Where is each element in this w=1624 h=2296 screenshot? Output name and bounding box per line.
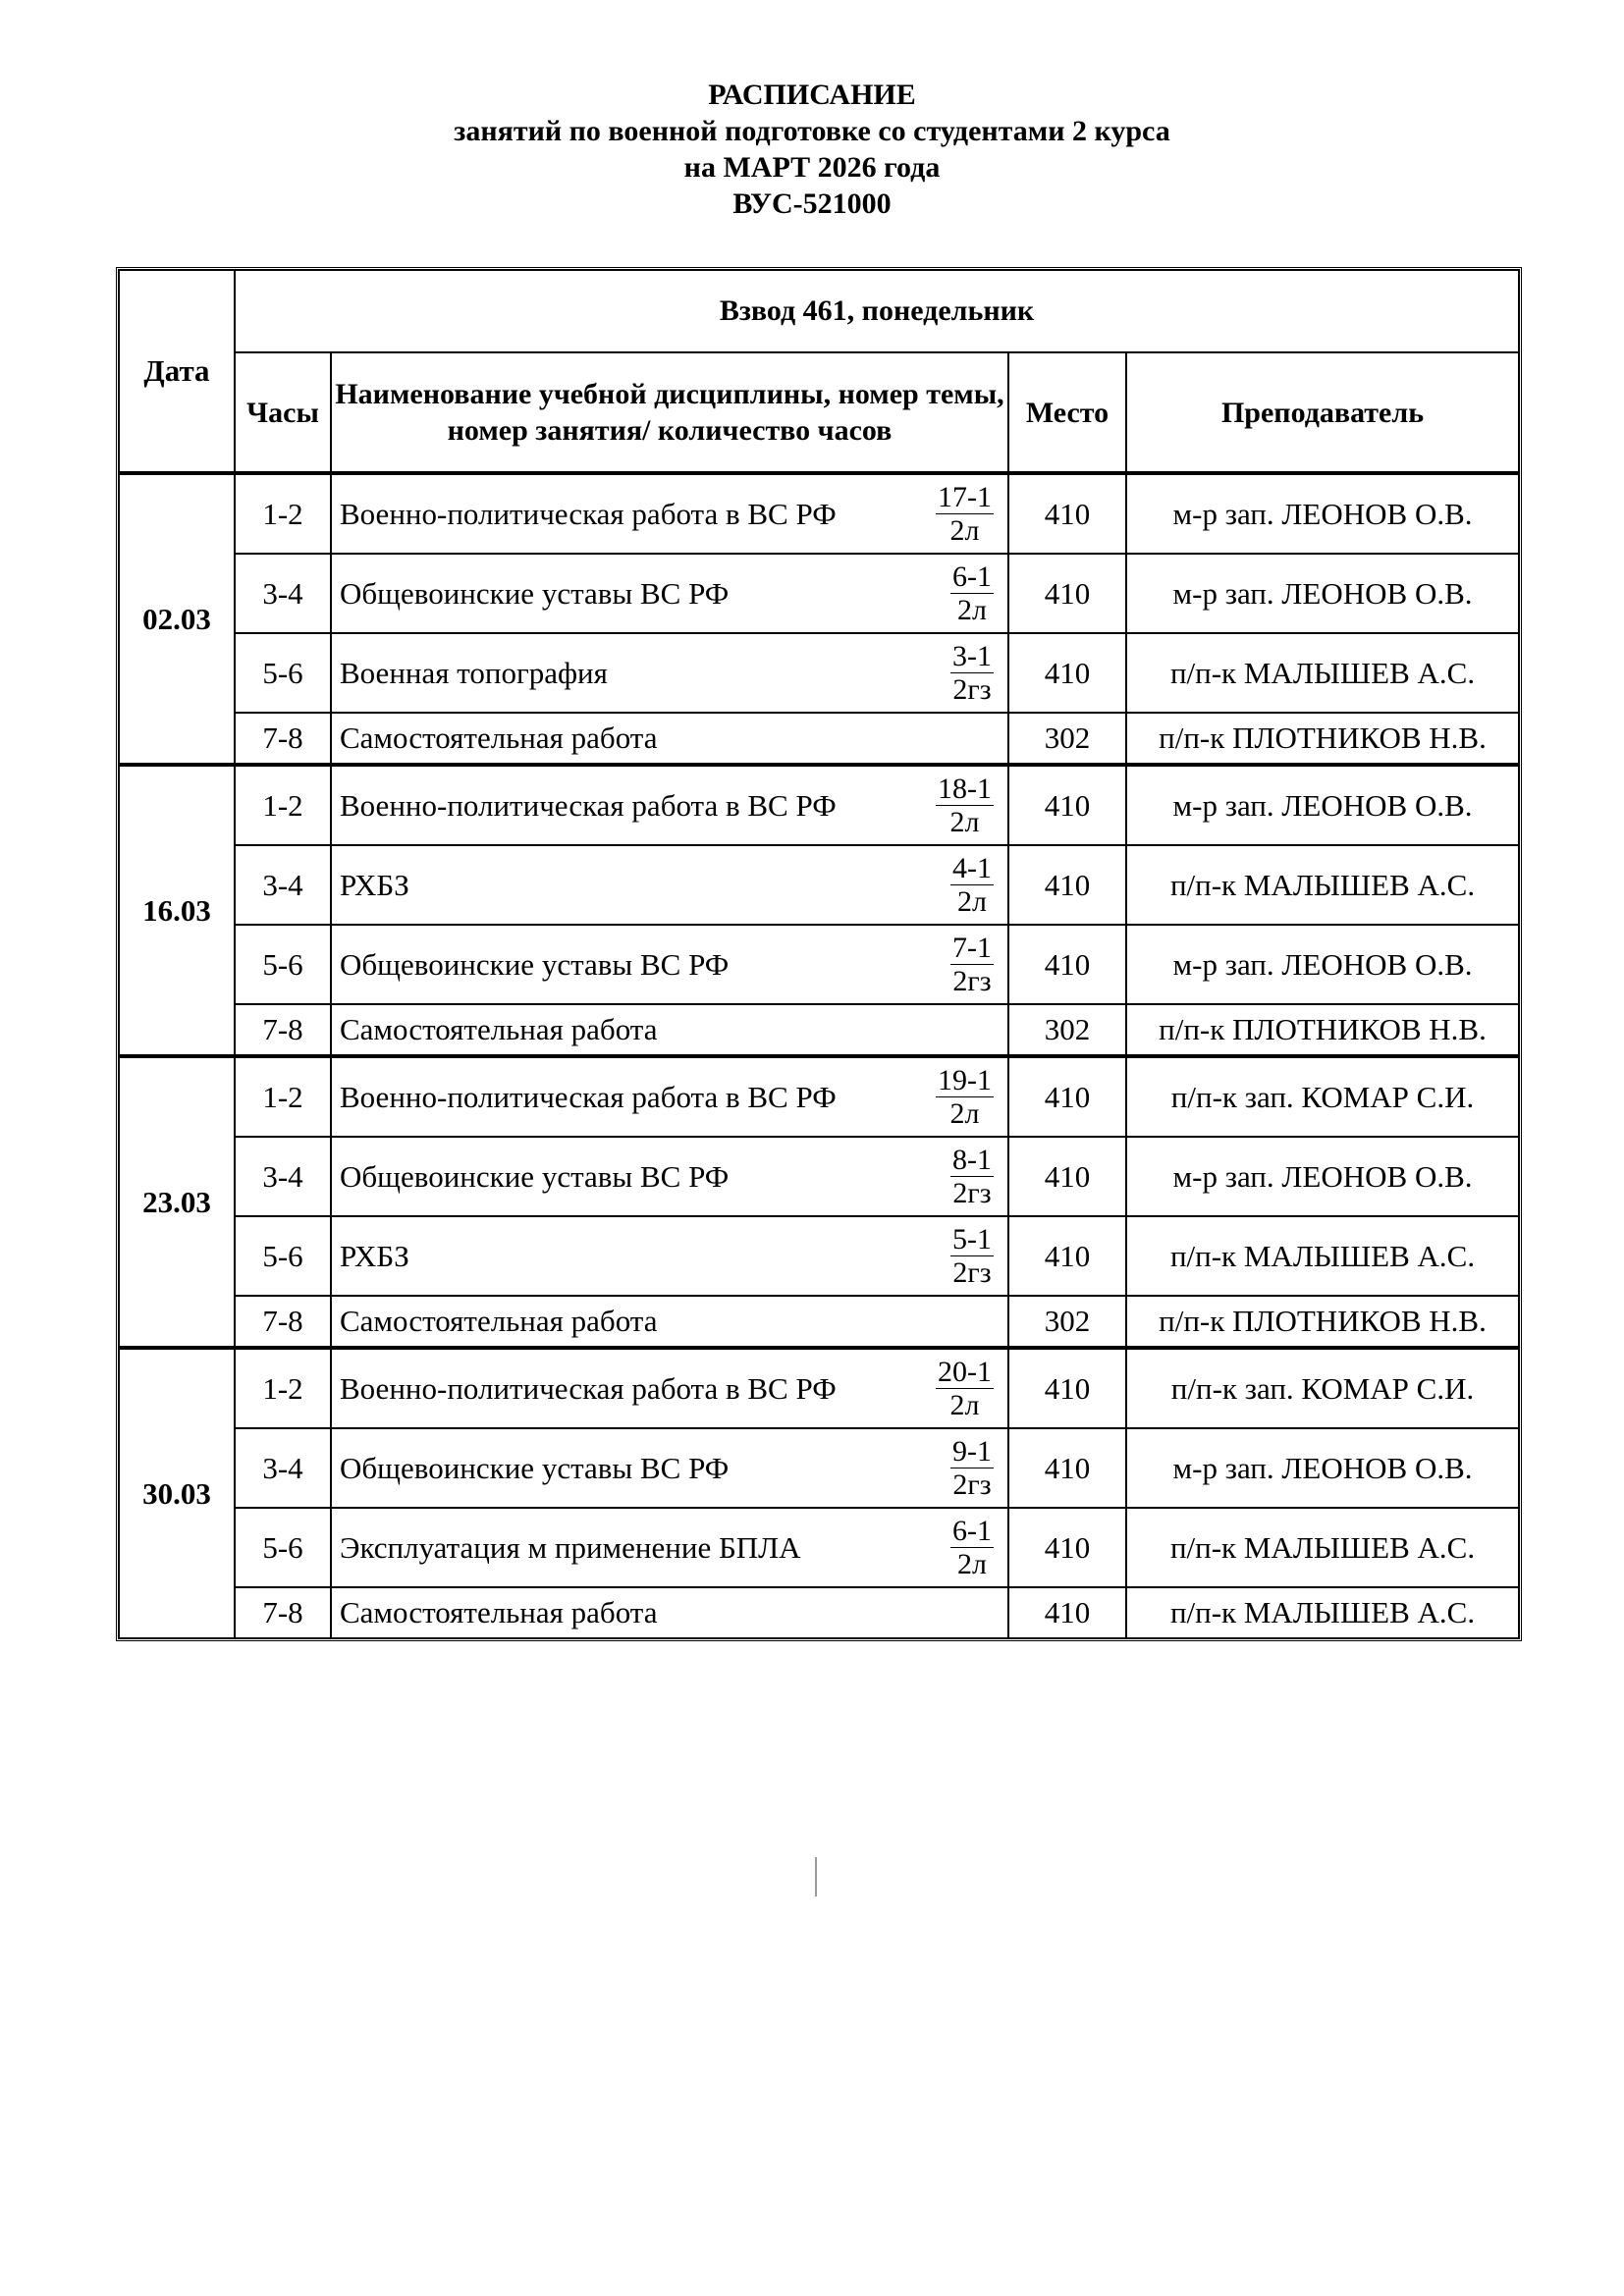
hours-cell: 1-2 [235,1055,331,1137]
hours-cell: 1-2 [235,764,331,845]
lesson-hours: 2гз [952,1177,992,1209]
hours-cell: 3-4 [235,845,331,925]
lesson-fraction [936,1356,994,1421]
place-cell: 410 [1008,925,1126,1004]
subject-name: Общевоинские уставы ВС РФ [340,575,730,611]
place-cell: 410 [1008,633,1126,713]
lesson-hours: 2гз [952,1256,992,1289]
subject-name: Общевоинские уставы ВС РФ [340,1450,730,1485]
subject-name: Самостоятельная работа [340,1595,658,1629]
lesson-number: 7-1 [952,932,992,964]
teacher-cell: м-р зап. ЛЕОНОВ О.В. [1126,764,1519,845]
hours-cell: 3-4 [235,1428,331,1508]
lesson-number: 17-1 [938,481,992,513]
place-cell: 302 [1008,1296,1126,1347]
subject-cell [331,713,1008,764]
lesson-number: 20-1 [938,1356,992,1388]
teacher-cell: п/п-к МАЛЫШЕВ А.С. [1126,1508,1519,1587]
hours-cell: 7-8 [235,713,331,764]
header-teacher: Преподаватель [1126,352,1519,472]
lesson-fraction [936,773,994,838]
header-platoon: Взвод 461, понедельник [235,270,1519,352]
title-line-1: РАСПИСАНИЕ [708,79,916,111]
lesson-fraction [950,561,994,626]
lesson-number: 6-1 [952,561,992,593]
lesson-number: 6-1 [952,1515,992,1547]
subject-cell [331,554,1008,633]
lesson-fraction [950,932,994,997]
subject-cell [331,1347,1008,1428]
subject-name: РХБЗ [340,867,409,902]
place-cell: 410 [1008,554,1126,633]
teacher-cell: п/п-к МАЛЫШЕВ А.С. [1126,1216,1519,1296]
date-cell: 16.03 [119,764,235,1055]
hours-cell: 5-6 [235,1216,331,1296]
lesson-fraction [936,481,994,547]
teacher-cell: м-р зап. ЛЕОНОВ О.В. [1126,472,1519,554]
date-cell: 02.03 [119,472,235,764]
subject-name: Военно-политическая работа в ВС РФ [340,787,837,823]
table-row [119,713,1519,764]
teacher-cell: п/п-к ПЛОТНИКОВ Н.В. [1126,1296,1519,1347]
subject-cell [331,1296,1008,1347]
teacher-cell: п/п-к МАЛЫШЕВ А.С. [1126,633,1519,713]
lesson-fraction [950,852,994,918]
lesson-fraction [950,1515,994,1580]
subject-cell [331,925,1008,1004]
lesson-fraction [950,1435,994,1501]
lesson-fraction [950,640,994,706]
lesson-hours: 2л [949,806,980,838]
subject-cell [331,1004,1008,1055]
subject-name: Военная топография [340,655,608,690]
teacher-cell: п/п-к МАЛЫШЕВ А.С. [1126,845,1519,925]
teacher-cell: п/п-к зап. КОМАР С.И. [1126,1055,1519,1137]
subject-name: Эксплуатация м применение БПЛА [340,1529,801,1565]
teacher-cell: м-р зап. ЛЕОНОВ О.В. [1126,925,1519,1004]
table-row [119,1347,1519,1428]
subject-cell [331,1428,1008,1508]
place-cell: 302 [1008,1004,1126,1055]
lesson-hours: 2л [949,1097,980,1130]
subject-cell [331,1137,1008,1216]
hours-cell: 3-4 [235,554,331,633]
schedule-table [116,267,1522,1641]
place-cell: 410 [1008,1587,1126,1638]
subject-name: Общевоинские уставы ВС РФ [340,1158,730,1194]
lesson-number: 4-1 [952,852,992,884]
subject-name: Самостоятельная работа [340,1304,658,1338]
subject-name: Военно-политическая работа в ВС РФ [340,1079,837,1114]
hours-cell: 1-2 [235,472,331,554]
subject-name: РХБЗ [340,1238,409,1273]
header-hours: Часы [235,352,331,472]
table-row [119,554,1519,633]
table-row [119,1296,1519,1347]
subject-cell [331,633,1008,713]
hours-cell: 3-4 [235,1137,331,1216]
hours-cell: 5-6 [235,925,331,1004]
subject-cell [331,1587,1008,1638]
subject-cell [331,845,1008,925]
lesson-number: 5-1 [952,1223,992,1255]
lesson-number: 8-1 [952,1144,992,1176]
title-line-4: ВУС-521000 [732,187,892,220]
subject-name: Самостоятельная работа [340,1012,658,1046]
title-line-2: занятий по военной подготовке со студентами 2 курса [454,115,1170,147]
teacher-cell: п/п-к ПЛОТНИКОВ Н.В. [1126,1004,1519,1055]
document-title [0,77,1624,222]
date-cell: 23.03 [119,1055,235,1347]
table-row [119,1216,1519,1296]
lesson-number: 9-1 [952,1435,992,1468]
lesson-hours: 2л [949,514,980,547]
header-date: Дата [119,270,235,472]
lesson-number: 3-1 [952,640,992,672]
place-cell: 410 [1008,1137,1126,1216]
lesson-hours: 2гз [952,1468,992,1501]
table-row [119,1508,1519,1587]
subject-cell [331,472,1008,554]
table-row [119,633,1519,713]
table-row [119,845,1519,925]
subject-cell [331,764,1008,845]
page-mark [815,1857,817,1896]
header-subject: Наименование учебной дисциплины, номер темы, номер занятия/ количество часов [331,352,1008,472]
hours-cell: 1-2 [235,1347,331,1428]
title-line-3: на МАРТ 2026 года [683,151,941,184]
subject-name: Общевоинские уставы ВС РФ [340,946,730,982]
table-row [119,925,1519,1004]
lesson-fraction [950,1223,994,1289]
lesson-number: 18-1 [938,773,992,805]
subject-cell [331,1508,1008,1587]
table-row [119,1428,1519,1508]
date-cell: 30.03 [119,1347,235,1638]
teacher-cell: м-р зап. ЛЕОНОВ О.В. [1126,1428,1519,1508]
table-row [119,1137,1519,1216]
hours-cell: 7-8 [235,1296,331,1347]
subject-name: Военно-политическая работа в ВС РФ [340,1370,837,1406]
hours-cell: 7-8 [235,1004,331,1055]
teacher-cell: м-р зап. ЛЕОНОВ О.В. [1126,554,1519,633]
lesson-hours: 2л [957,885,987,918]
place-cell: 410 [1008,1347,1126,1428]
place-cell: 410 [1008,764,1126,845]
subject-cell [331,1216,1008,1296]
lesson-fraction [936,1064,994,1130]
table-row [119,1004,1519,1055]
place-cell: 410 [1008,845,1126,925]
place-cell: 410 [1008,1216,1126,1296]
place-cell: 302 [1008,713,1126,764]
lesson-hours: 2гз [952,965,992,997]
lesson-number: 19-1 [938,1064,992,1096]
header-place: Место [1008,352,1126,472]
lesson-hours: 2л [957,594,987,626]
table-row [119,764,1519,845]
hours-cell: 5-6 [235,633,331,713]
place-cell: 410 [1008,472,1126,554]
teacher-cell: п/п-к МАЛЫШЕВ А.С. [1126,1587,1519,1638]
place-cell: 410 [1008,1508,1126,1587]
lesson-hours: 2л [957,1548,987,1580]
subject-name: Военно-политическая работа в ВС РФ [340,496,837,531]
lesson-fraction [950,1144,994,1209]
lesson-hours: 2гз [952,673,992,706]
table-row [119,1587,1519,1638]
hours-cell: 7-8 [235,1587,331,1638]
subject-name: Самостоятельная работа [340,721,658,755]
table-row [119,472,1519,554]
lesson-hours: 2л [949,1389,980,1421]
place-cell: 410 [1008,1428,1126,1508]
teacher-cell: п/п-к ПЛОТНИКОВ Н.В. [1126,713,1519,764]
hours-cell: 5-6 [235,1508,331,1587]
teacher-cell: п/п-к зап. КОМАР С.И. [1126,1347,1519,1428]
teacher-cell: м-р зап. ЛЕОНОВ О.В. [1126,1137,1519,1216]
place-cell: 410 [1008,1055,1126,1137]
schedule-body [119,472,1519,1638]
subject-cell [331,1055,1008,1137]
table-row [119,1055,1519,1137]
